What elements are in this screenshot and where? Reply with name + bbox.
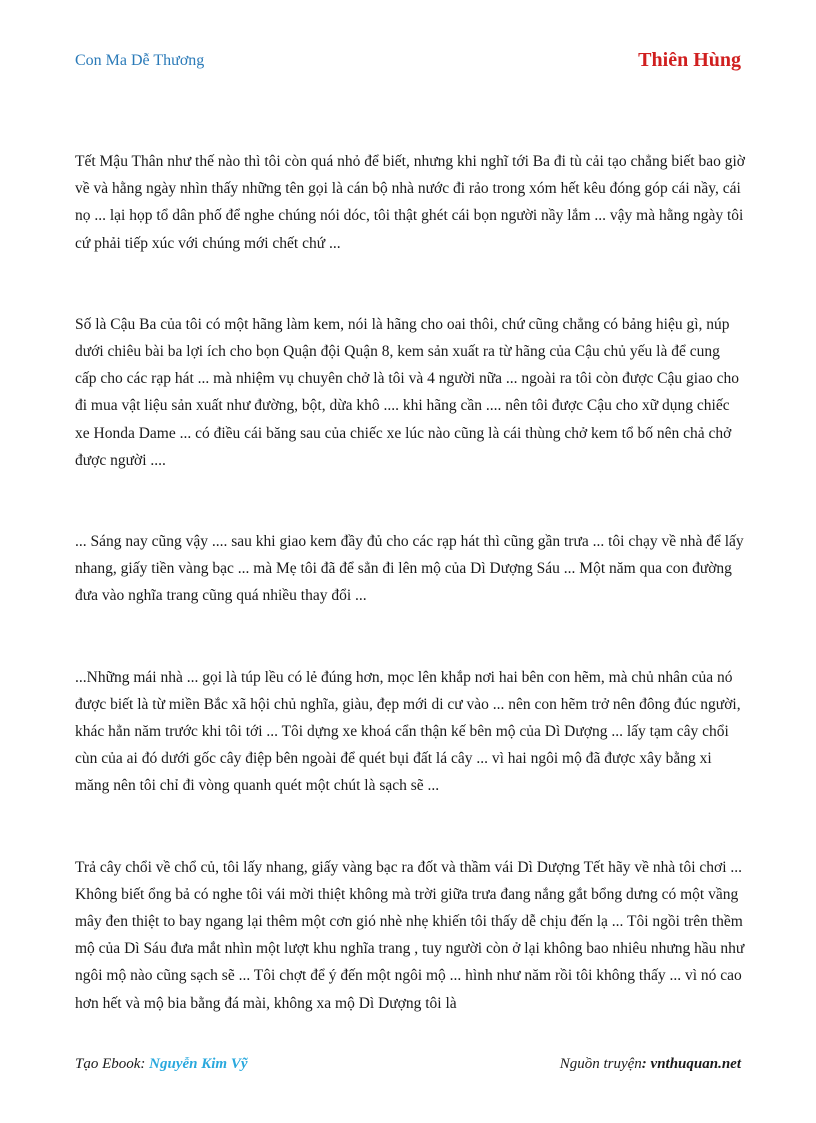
source-credit [560,1056,741,1073]
ebook-credit-label: Tạo Ebook [75,1056,141,1072]
paragraph-2: Số là Cậu Ba của tôi có một hãng làm kem, nói là hãng cho oai thôi, chứ cũng chẳng có bảng hiệu gì, núp dưới chiêu bài ba lợi ích cho bọn Quận đội Quận 8, kem sản xuất ra từ hãng của Cậu chủ yếu là để cung cấp cho các rạp hát ... mà nhiệm vụ chuyên chở là tôi và 4 người nữa ... ngoài ra tôi còn được Cậu giao cho đi mua vật liệu sản xuất như đường, bột, dừa khô .... khi hãng cần .... nên tôi được Cậu cho xữ dụng chiếc xe Honda Dame ... có điều cái băng sau của chiếc xe lúc nào cũng là cái thùng chở kem tổ bố nên chả chở được người .... [75,315,739,469]
author-name: Thiên Hùng [638,49,741,71]
source-credit-separator: : [641,1056,651,1072]
paragraph-5: Trả cây chổi về chổ củ, tôi lấy nhang, giấy vàng bạc ra đốt và thầm vái Dì Dượng Tết hãy về nhà tôi chơi ... Không biết ổng bả có nghe tôi vái mời thiệt không mà trời giữa trưa đang nắng gắt bổng dưng có một vầng mây đen thiệt to bay ngang lại thêm một cơn gió nhè nhẹ khiến tôi thấy dễ chịu đến lạ ... Tôi ngồi trên thềm mộ của Dì Sáu đưa mắt nhìn một lượt khu nghĩa trang , tuy người còn ở lại không bao nhiêu nhưng hầu như ngôi mộ nào cũng sạch sẽ ... Tôi chợt để ý đến một ngôi mộ ... hình như năm rồi tôi không thấy ... vì nó cao hơn hết và mộ bia bằng đá mài, không xa mộ Dì Dượng tôi là [75,858,745,1012]
ebook-creator-name: Nguyễn Kim Vỹ [149,1056,248,1072]
book-title: Con Ma Dễ Thương [75,52,205,69]
story-body [75,148,745,1071]
paragraph-4: ...Những mái nhà ... gọi là túp lều có lẻ đúng hơn, mọc lên khắp nơi hai bên con hẽm, mà chủ nhân của nó được biết là từ miền Bắc xã hội chủ nghĩa, giàu, đẹp mới di cư vào ... nên con hẽm trở nên đông đúc người, khác hẳn năm trước khi tôi tới ... Tôi dựng xe khoá cẩn thận kế bên mộ của Dì Dượng ... lấy tạm cây chổi cùn của ai đó dưới gốc cây điệp bên ngoài để quét bụi đất lá cây ... vì hai ngôi mộ đã được xây bằng xi măng nên tôi chỉ đi vòng quanh quét một chút là sạch sẽ ... [75,668,741,795]
paragraph-1: Tết Mậu Thân như thế nào thì tôi còn quá nhỏ để biết, nhưng khi nghĩ tới Ba đi tù cải tạo chẳng biết bao giờ về và hằng ngày nhìn thấy những tên gọi là cán bộ nhà nước đi rảo trong xóm hết kêu đóng góp cái nầy, cái nọ ... lại họp tổ dân phố để nghe chúng nói dóc, tôi thật ghét cái bọn người nầy lắm ... vậy mà hằng ngày tôi cứ phải tiếp xúc với chúng mới chết chứ ... [75,153,745,252]
source-site: vnthuquan.net [650,1056,741,1072]
paragraph-3: ... Sáng nay cũng vậy .... sau khi giao kem đầy đủ cho các rạp hát thì cũng gần trưa ... tôi chạy về nhà để lấy nhang, giấy tiền vàng bạc ... mà Mẹ tôi đã để sẳn đi lên mộ của Dì Dượng Sáu ... Một năm qua con đường đưa vào nghĩa trang cũng quá nhiều thay đổi ... [75,533,744,605]
ebook-credit-separator: : [140,1056,150,1072]
source-credit-label: Nguồn truyện [559,1056,642,1072]
ebook-credit [75,1056,248,1073]
